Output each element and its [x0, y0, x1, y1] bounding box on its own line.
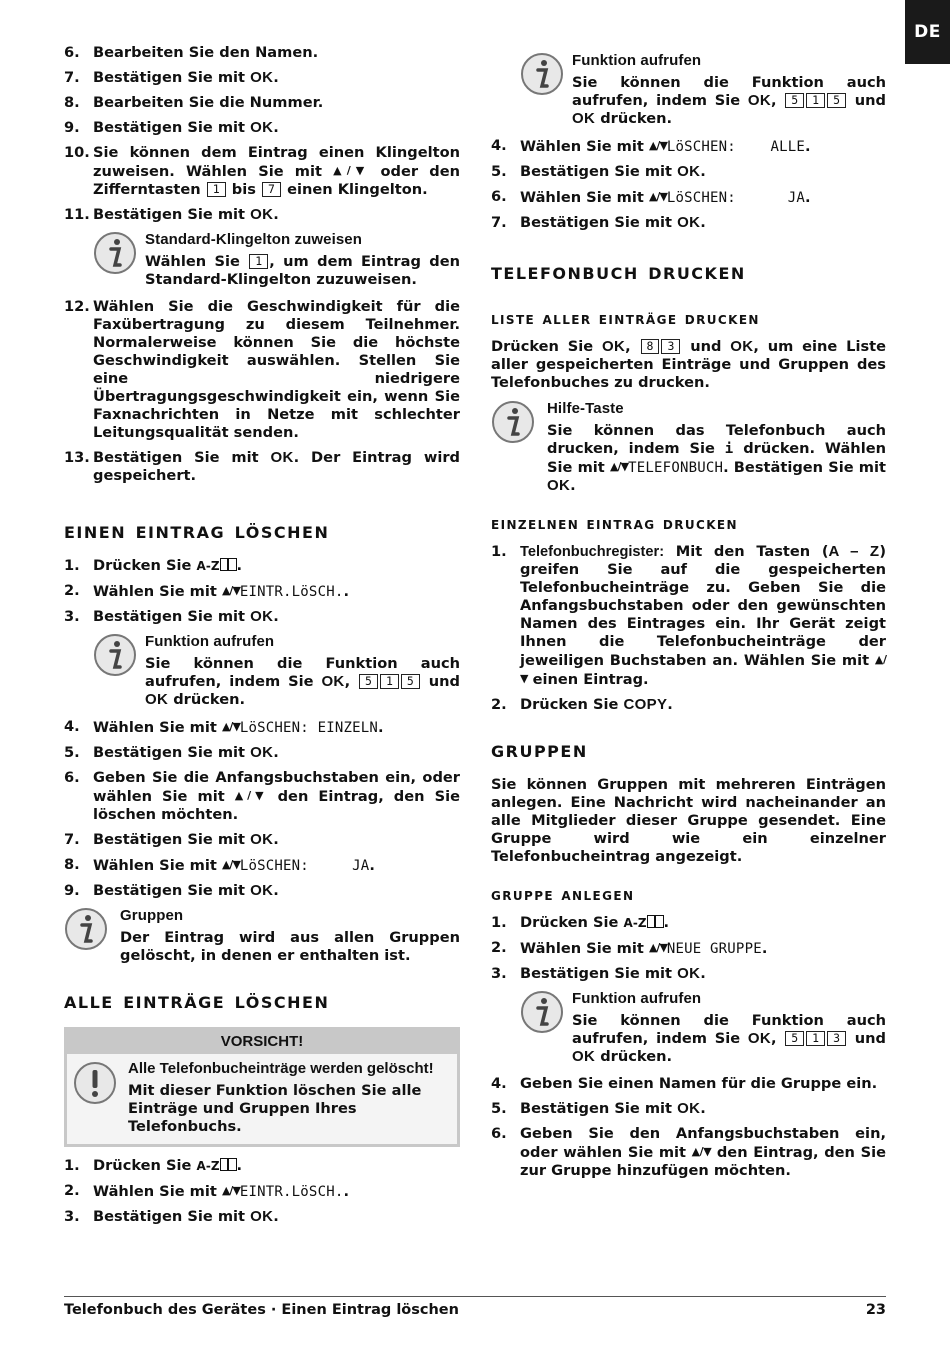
ok-key: OK — [677, 214, 701, 231]
caution-box: VORSICHT! Alle Telefonbucheinträge werden gelöscht! Mit dieser Funktion löschen Sie alle Einträge und Gruppen Ihres Telefonbuchs. — [64, 1027, 460, 1147]
arrow-keys-icon: ▲/▼ — [221, 1184, 240, 1197]
info-icon — [491, 400, 535, 444]
digit-key: 8 — [641, 339, 660, 354]
ok-key: OK — [250, 1208, 274, 1225]
step-item: 5. Bestätigen Sie mit OK. — [491, 163, 706, 180]
right-column — [491, 50, 886, 1187]
warning-icon — [72, 1060, 118, 1106]
info-note: Funktion aufrufen Sie können die Funktion auch aufrufen, indem Sie OK, 5 1 5 und OK drücken. — [93, 633, 460, 709]
footer-divider — [64, 1296, 886, 1297]
arrow-keys-icon: ▲/▼ — [609, 460, 629, 473]
digit-key: 1 — [380, 674, 399, 689]
step-item: 4. Geben Sie einen Namen für die Gruppe ein. — [491, 1075, 878, 1092]
info-note: Hilfe-Taste Sie können das Telefonbuch auch drucken, indem Sie i drücken. Wählen Sie mit ▲/▼TELEFONBUCH. Bestätigen Sie mit OK. — [491, 400, 886, 495]
digit-key: 5 — [827, 93, 846, 108]
digit-key: 5 — [401, 674, 420, 689]
ok-key: OK — [250, 882, 274, 899]
display-text: TELEFONBUCH — [628, 460, 724, 476]
step-item: 4. Wählen Sie mit ▲/▼LöSCHEN: ALLE. — [491, 137, 811, 155]
display-text: NEUE GRUPPE — [666, 941, 762, 957]
info-note: Funktion aufrufen Sie können die Funktion auch aufrufen, indem Sie OK, 5 1 3 und OK drücken. — [520, 990, 886, 1066]
ok-key: OK — [730, 338, 754, 355]
left-column — [64, 44, 460, 1233]
step-item: 9. Bestätigen Sie mit OK. — [64, 882, 279, 899]
phonebook-icon — [220, 1158, 237, 1171]
step-item: 6. Bearbeiten Sie den Namen. — [64, 44, 319, 61]
digit-key: 5 — [785, 1031, 804, 1046]
info-note: Funktion aufrufen Sie können die Funktion auch aufrufen, indem Sie OK, 5 1 5 und OK drücken. — [520, 52, 886, 128]
arrow-keys-icon: ▲/▼ — [648, 139, 667, 152]
note-title: Standard-Klingelton zuweisen — [145, 231, 362, 248]
footer-title: Telefonbuch des Gerätes · Einen Eintrag löschen — [64, 1302, 459, 1318]
display-text: LöSCHEN: JA — [666, 190, 805, 206]
info-icon — [64, 907, 108, 951]
note-title: Funktion aufrufen — [572, 52, 702, 69]
subsection-heading: gruppe anlegen — [491, 885, 635, 905]
section-heading: alle einträge löschen — [64, 988, 330, 1014]
step-item: 7. Bestätigen Sie mit OK. — [64, 831, 279, 848]
step-item: 2. Wählen Sie mit ▲/▼NEUE GRUPPE. — [491, 939, 768, 957]
step-item: 2. Drücken Sie COPY. — [491, 696, 673, 713]
note-title: Gruppen — [120, 907, 184, 924]
arrow-keys-icon: ▲/▼ — [648, 941, 667, 954]
arrow-keys-icon: ▲/▼ — [221, 858, 240, 871]
info-note: Gruppen Der Eintrag wird aus allen Gruppen gelöscht, in denen er enthalten ist. — [64, 907, 460, 965]
section-heading: gruppen — [491, 737, 588, 763]
paragraph: Drücken Sie OK, 8 3 und OK, um eine Liste aller gespeicherten Einträge und Gruppen des Telefonbuches zu drucken. — [491, 338, 887, 391]
display-text: LöSCHEN: JA — [239, 858, 370, 874]
ok-key: OK — [602, 338, 626, 355]
step-item: 1. Drücken Sie A-Z . — [491, 914, 670, 931]
step-item: 5. Bestätigen Sie mit OK. — [64, 744, 279, 761]
ok-key: OK — [677, 1100, 701, 1117]
note-title: Funktion aufrufen — [145, 633, 275, 650]
arrow-keys-icon: ▲/▼ — [520, 653, 886, 685]
step-item: 2. Wählen Sie mit ▲/▼EINTR.LöSCH.. — [64, 582, 349, 600]
info-icon — [520, 52, 564, 96]
step-item: 8. Bearbeiten Sie die Nummer. — [64, 94, 324, 111]
ok-key: OK — [250, 831, 274, 848]
info-icon — [93, 633, 137, 677]
language-tab: DE — [905, 0, 950, 64]
step-item: 4. Wählen Sie mit ▲/▼LöSCHEN: EINZELN. — [64, 718, 384, 736]
step-item: 3. Bestätigen Sie mit OK. — [491, 965, 706, 982]
step-item: 6. Wählen Sie mit ▲/▼LöSCHEN: JA. — [491, 188, 811, 206]
arrow-keys-icon: ▲/▼ — [221, 584, 240, 597]
help-key: i — [724, 441, 734, 457]
phonebook-icon — [647, 915, 664, 928]
display-text: LöSCHEN: EINZELN — [239, 720, 378, 736]
ok-key: OK — [250, 206, 274, 223]
step-item: 6. Geben Sie die Anfangsbuchstaben ein, oder wählen Sie mit ▲/▼ den Eintrag, den Sie löschen möchten. — [64, 769, 460, 823]
note-title: Funktion aufrufen — [572, 990, 702, 1007]
step-item: 7. Bestätigen Sie mit OK. — [491, 214, 706, 231]
arrow-keys-icon: ▲/▼ — [234, 789, 268, 802]
info-icon — [520, 990, 564, 1034]
ok-key: OK — [250, 69, 274, 86]
display-text: LöSCHEN: ALLE — [666, 139, 805, 155]
digit-key: 1 — [207, 182, 226, 197]
note-title: Hilfe-Taste — [547, 400, 624, 417]
subsection-heading: liste aller einträge drucken — [491, 309, 760, 329]
info-icon — [93, 231, 137, 275]
digit-key: 1 — [806, 1031, 825, 1046]
digit-key: 3 — [661, 339, 680, 354]
arrow-keys-icon: ▲/▼ — [221, 720, 240, 733]
display-text: EINTR.LöSCH. — [239, 1184, 344, 1200]
phonebook-icon — [220, 558, 237, 571]
paragraph: Sie können Gruppen mit mehreren Einträgen anlegen. Eine Nachricht wird nacheinander an alle Mitglieder dieser Gruppe gesendet. Eine Gruppe wird wie ein einzelner Telefonbucheintrag angezeigt. — [491, 776, 886, 865]
info-note: Standard-Klingelton zuweisen Wählen Sie 1 , um dem Eintrag den Standard-Klingelton zuzuweisen. — [93, 231, 460, 289]
step-item: 13. Bestätigen Sie mit OK. Der Eintrag wird gespeichert. — [64, 449, 460, 484]
ok-key: OK — [572, 1048, 596, 1065]
ok-key: OK — [747, 1030, 771, 1047]
display-text: EINTR.LöSCH. — [239, 584, 344, 600]
step-item: 8. Wählen Sie mit ▲/▼LöSCHEN: JA. — [64, 856, 375, 874]
ok-key: OK — [677, 163, 701, 180]
ok-key: OK — [270, 449, 294, 466]
subsection-heading: einzelnen eintrag drucken — [491, 514, 738, 534]
ok-key: OK — [145, 691, 169, 708]
digit-key: 1 — [249, 254, 268, 269]
step-item: 10. Sie können dem Eintrag einen Klingelton zuweisen. Wählen Sie mit ▲/▼ oder den Zifferntasten 1 bis 7 einen Klingelton. — [64, 144, 460, 198]
page-number: 23 — [865, 1302, 886, 1318]
digit-key: 3 — [827, 1031, 846, 1046]
ok-key: OK — [547, 477, 571, 494]
step-item: 5. Bestätigen Sie mit OK. — [491, 1100, 706, 1117]
step-item: 12. Wählen Sie die Geschwindigkeit für die Faxübertragung zu diesem Teilnehmer. Normalerweise können Sie die höchste Geschwindigkeit auswählen. Stellen Sie eine niedrigere Übertragungsgeschwindigkeit ein, wenn Sie Faxnachrichten in Netze mit schlechter Leitungsqualität senden. — [64, 298, 460, 441]
section-heading: einen eintrag löschen — [64, 518, 330, 544]
step-item: 3. Bestätigen Sie mit OK. — [64, 608, 279, 625]
ok-key: OK — [250, 608, 274, 625]
step-item: 1. Drücken Sie A-Z . — [64, 1157, 243, 1174]
ok-key: OK — [677, 965, 701, 982]
ok-key: OK — [747, 92, 771, 109]
caution-header: VORSICHT! — [67, 1030, 457, 1054]
step-item: 2. Wählen Sie mit ▲/▼EINTR.LöSCH.. — [64, 1182, 349, 1200]
caution-title: Alle Telefonbucheinträge werden gelöscht! — [128, 1060, 434, 1077]
ok-key: OK — [250, 744, 274, 761]
digit-key: 5 — [359, 674, 378, 689]
step-item: 1. Telefonbuchregister: Mit den Tasten (A – Z) greifen Sie auf die gespeicherten Telefonbucheinträge zu. Geben Sie die Anfangsbuchstaben oder den gewünschten Namen des Eintrages ein. Ihr Gerät zeigt Ihnen die Telefonbucheinträge der jeweiligen Buchstaben an. Wählen Sie mit ▲/▼ einen Eintrag. — [491, 543, 886, 688]
digit-key: 1 — [806, 93, 825, 108]
ok-key: OK — [250, 119, 274, 136]
digit-key: 7 — [262, 182, 281, 197]
section-heading: telefonbuch drucken — [491, 259, 746, 285]
ok-key: OK — [321, 673, 345, 690]
step-item: 11. Bestätigen Sie mit OK. — [64, 206, 279, 223]
step-item: 7. Bestätigen Sie mit OK. — [64, 69, 279, 86]
step-item: 1. Drücken Sie A-Z . — [64, 557, 243, 574]
step-item: 9. Bestätigen Sie mit OK. — [64, 119, 279, 136]
digit-key: 5 — [785, 93, 804, 108]
step-item: 3. Bestätigen Sie mit OK. — [64, 1208, 279, 1225]
arrow-keys-icon: ▲/▼ — [691, 1145, 712, 1158]
copy-key: COPY — [623, 696, 668, 713]
ok-key: OK — [572, 110, 596, 127]
step-item: 6. Geben Sie den Anfangsbuchstaben ein, oder wählen Sie mit ▲/▼ den Eintrag, den Sie zur Gruppe hinzufügen möchten. — [491, 1125, 886, 1179]
arrow-keys-icon: ▲/▼ — [333, 164, 370, 177]
arrow-keys-icon: ▲/▼ — [648, 190, 667, 203]
